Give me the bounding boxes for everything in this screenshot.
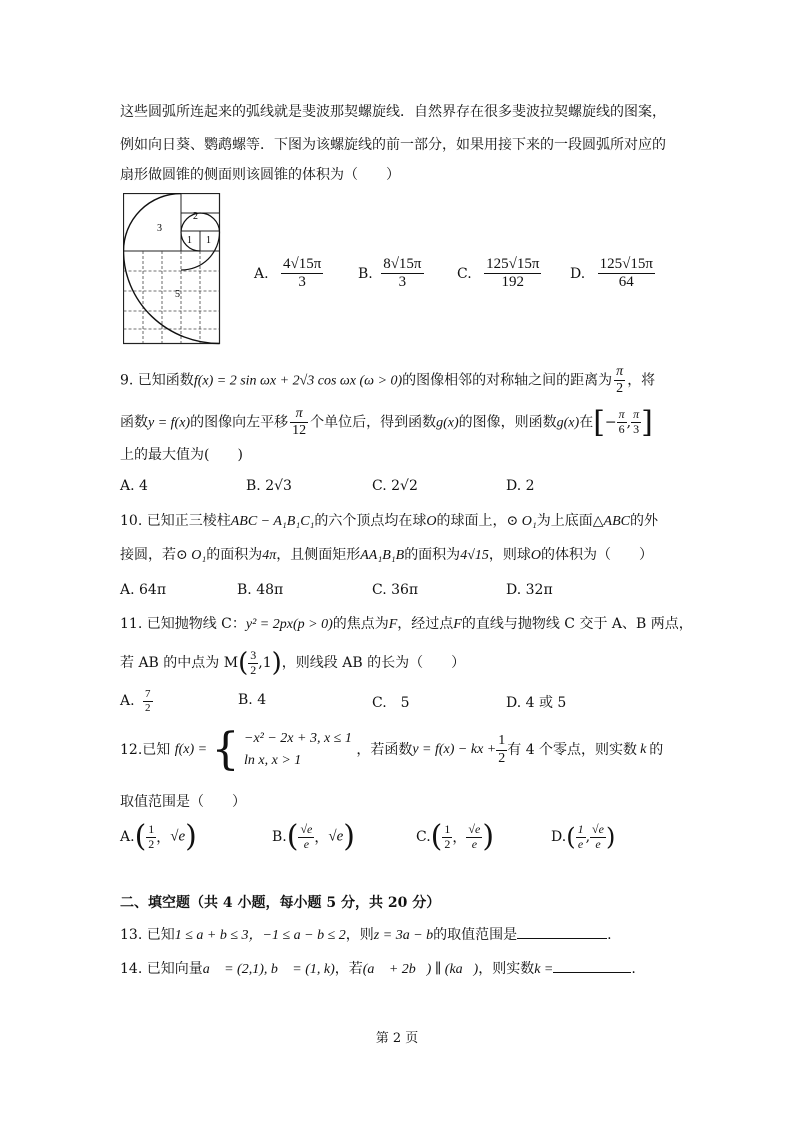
q11-text: 的焦点为 <box>332 616 389 632</box>
q9-option-b[interactable]: B. 2√3 <box>246 478 292 494</box>
q13-line <box>120 925 612 946</box>
figure-label-1b: 1 <box>206 235 211 246</box>
q10-math: O <box>426 514 437 529</box>
piecewise-cases <box>244 728 352 772</box>
frac-den: e <box>577 836 584 851</box>
q10-line-2 <box>120 545 653 566</box>
option-numerator: 8√15π <box>381 256 423 274</box>
q8-option-a[interactable] <box>254 256 323 292</box>
q9-line-3: 上的最大值为( ) <box>120 447 243 463</box>
section-heading-fill-in: 二、填空题（共 4 小题，每小题 5 分，共 20 分） <box>120 895 441 911</box>
frac-den: e <box>595 836 601 851</box>
q11-text: ，经过点 <box>397 616 454 632</box>
q10-option-c[interactable]: C. 36π <box>372 582 419 598</box>
frac-num: 1 <box>444 821 451 836</box>
q10-math: 4π <box>262 548 277 563</box>
minus-sign: − <box>604 414 617 431</box>
option-value: √e <box>170 828 186 845</box>
q10-text: 10. 已知正三棱柱 <box>120 513 231 529</box>
figure-label-1a: 1 <box>187 235 192 246</box>
left-paren: ( <box>286 819 299 854</box>
option-label: D. <box>570 265 586 282</box>
q14-text: 14. 已知向量 <box>120 961 203 977</box>
q12-option-a[interactable] <box>120 819 197 854</box>
q10-text: 的体积为（ ） <box>541 547 653 563</box>
option-label: A. <box>254 265 269 282</box>
q13-text: 13. 已知 <box>120 927 175 943</box>
comma: , <box>585 829 591 845</box>
frac-den: 3 <box>633 422 640 437</box>
q11-option-a[interactable] <box>120 688 153 714</box>
case-1: −x² − 2x + 3, x ≤ 1 <box>244 731 352 746</box>
comma: ， <box>156 830 171 846</box>
q11-math: F <box>453 617 462 632</box>
q10-text: ，且侧面矩形 <box>276 547 361 563</box>
left-paren: ( <box>566 823 576 851</box>
option-label: C. <box>457 265 472 282</box>
option-denominator: 64 <box>618 274 634 291</box>
frac-num: 3 <box>250 647 257 662</box>
frac-num: π <box>290 406 308 423</box>
q11-option-b[interactable]: B. 4 <box>238 692 267 708</box>
q12-line-1 <box>120 724 664 775</box>
q10-text: ，则球 <box>488 547 531 563</box>
q9-option-a[interactable]: A. 4 <box>120 478 148 494</box>
q8-line-2: 例如向日葵、鹦鹉螺等．下图为该螺旋线的前一部分，如果用接下来的一段圆弧所对应的 <box>120 137 666 153</box>
frac-num: 1 <box>496 733 507 750</box>
q11-text: 若 AB 的中点为 M <box>120 655 239 671</box>
q11-text: 的直线与抛物线 C 交于 A、B 两点， <box>461 616 693 632</box>
figure-label-3: 3 <box>157 223 162 234</box>
q12-text: ，若函数 <box>356 742 413 758</box>
q12-option-d[interactable] <box>551 822 615 852</box>
option-label: B. <box>358 265 373 282</box>
q9-text: 的图像向左平移 <box>190 414 289 431</box>
q10-option-d[interactable]: D. 32π <box>506 582 553 598</box>
frac-den: e <box>303 836 310 851</box>
option-label: C. <box>416 829 431 845</box>
q14-math: a⃗ = (2,1), b⃗ = (1, k) <box>202 962 335 977</box>
q9-text: 在 <box>579 414 594 431</box>
option-denominator: 3 <box>298 274 306 291</box>
q10-math: ⊙ O₁ <box>176 548 207 563</box>
page-number: 第 2 页 <box>375 1031 419 1046</box>
frac-num: 7 <box>145 688 151 700</box>
q11-text: ，则线段 AB 的长为（ ） <box>281 655 466 671</box>
frac-num: 1 <box>148 821 155 836</box>
q13-text: ，则 <box>345 927 374 943</box>
q14-line <box>120 959 636 980</box>
right-paren: ) <box>185 819 197 854</box>
frac-den: e <box>471 836 478 851</box>
q10-text: 的面积为 <box>206 547 263 563</box>
q12-text: 的 <box>649 742 664 758</box>
q13-math: 1 ≤ a + b ≤ 3，−1 ≤ a − b ≤ 2 <box>174 928 346 943</box>
q10-math: ABC − A₁B₁C₁ <box>230 514 315 529</box>
q14-answer-blank[interactable] <box>553 972 631 973</box>
q9-text: 的图像，则函数 <box>458 414 557 431</box>
q10-option-b[interactable]: B. 48π <box>237 582 284 598</box>
fibonacci-spiral-figure <box>123 193 223 345</box>
right-paren: ) <box>605 823 616 851</box>
comma: ， <box>314 830 329 846</box>
q12-text: 有 4 个零点，则实数 <box>507 742 638 758</box>
q14-text: ，若 <box>334 961 363 977</box>
q9-math: g(x) <box>436 415 459 431</box>
q11-math: 1 <box>262 655 272 671</box>
left-bracket: [ <box>593 404 605 440</box>
q12-line-2: 取值范围是（ ） <box>120 794 246 810</box>
q11-line-2 <box>120 648 465 678</box>
left-paren: ( <box>238 648 249 678</box>
frac-den: 2 <box>250 662 257 677</box>
q14-math: k = <box>534 962 554 977</box>
q9-text: 9. 已知函数 <box>120 372 194 389</box>
q14-math: (a⃗ + 2b⃗) ∥ (ka⃗) <box>362 962 479 977</box>
q9-math: g(x) <box>556 415 580 431</box>
left-paren: ( <box>430 819 443 854</box>
q11-math: y² = 2px(p > 0) <box>245 617 333 632</box>
q10-math: ABC <box>603 514 630 529</box>
frac-num: π <box>614 364 625 381</box>
figure-label-2: 2 <box>193 211 198 222</box>
q10-math: AA₁B₁B <box>360 548 405 563</box>
right-paren: ) <box>271 648 282 678</box>
q14-text: ，则实数 <box>478 961 535 977</box>
q14-text: . <box>631 961 636 977</box>
left-brace: { <box>211 724 240 775</box>
q9-option-d[interactable]: D. 2 <box>506 478 535 494</box>
case-2: ln x, x > 1 <box>244 753 302 768</box>
q12-text: 12.已知 <box>120 742 171 758</box>
frac-num: √e <box>592 821 604 836</box>
q9-text: 的图像相邻的对称轴之间的距离为 <box>402 372 613 389</box>
frac-den: 2 <box>498 750 506 766</box>
q10-math: 4√15 <box>460 548 489 563</box>
q10-text: 的球面上， <box>436 513 507 529</box>
q10-text: 为上底面△ <box>536 513 604 529</box>
figure-label-5: 5 <box>175 289 180 300</box>
q12-option-b[interactable] <box>272 819 355 854</box>
comma: ， <box>452 830 467 846</box>
option-numerator: 4√15π <box>281 256 323 274</box>
q9-text: 个单位后，得到函数 <box>310 414 437 431</box>
q8-option-c[interactable] <box>457 256 541 292</box>
q10-math: ⊙ O₁ <box>506 514 537 529</box>
frac-den: 2 <box>148 836 155 851</box>
q10-text: 的外 <box>629 513 658 529</box>
option-value: √e <box>328 828 344 845</box>
frac-num: 1 <box>577 821 584 836</box>
q12-math: f(x) = <box>174 742 208 757</box>
q9-line-2 <box>120 406 653 439</box>
q9-line-1 <box>120 364 655 397</box>
frac-num: π <box>618 407 625 422</box>
q11-line-1 <box>120 614 693 635</box>
q12-math: k <box>640 742 647 757</box>
q10-option-a[interactable]: A. 64π <box>120 582 167 598</box>
q13-text: . <box>607 927 612 943</box>
frac-den: 12 <box>292 423 307 439</box>
q10-math: O <box>530 548 541 563</box>
q10-text: 接圆，若 <box>120 547 176 563</box>
q10-line-1 <box>120 511 658 532</box>
frac-den: 6 <box>618 422 625 437</box>
q13-math: z = 3a − b <box>373 928 434 943</box>
option-label: B. <box>272 829 287 845</box>
q8-line-3: 扇形做圆锥的侧面则该圆锥的体积为（ ） <box>120 167 400 183</box>
frac-den: 2 <box>444 836 451 851</box>
q11-option-c[interactable]: C. 5 <box>372 695 410 711</box>
frac-den: 2 <box>616 381 624 397</box>
q9-math: f(x) = 2 sin ωx + 2√3 cos ωx (ω > 0) <box>193 373 403 389</box>
q11-math: F <box>388 617 398 632</box>
q8-line-1: 这些圆弧所连起来的弧线就是斐波那契螺旋线．自然界存在很多斐波拉契螺旋线的图案， <box>120 104 666 120</box>
frac-num: √e <box>300 821 313 836</box>
q13-answer-blank[interactable] <box>517 938 607 939</box>
q12-math: y = f(x) − kx + <box>412 742 497 757</box>
frac-num: √e <box>468 821 481 836</box>
right-paren: ) <box>343 819 355 854</box>
option-denominator: 192 <box>501 274 525 291</box>
q13-text: 的取值范围是 <box>433 927 518 943</box>
right-paren: ) <box>482 819 495 854</box>
option-numerator: 125√15π <box>598 256 655 274</box>
comma: , <box>258 655 263 671</box>
q9-text: ，将 <box>627 372 656 389</box>
q8-option-d[interactable] <box>570 256 655 292</box>
option-label: A. <box>120 693 135 710</box>
option-numerator: 125√15π <box>484 256 541 274</box>
frac-num: π <box>633 407 640 422</box>
q8-option-b[interactable] <box>358 256 424 292</box>
q11-option-d[interactable]: D. 4 或 5 <box>506 695 567 711</box>
q10-text: 的面积为 <box>404 547 461 563</box>
q10-text: 的六个顶点均在球 <box>314 513 427 529</box>
option-denominator: 3 <box>398 274 407 291</box>
left-paren: ( <box>134 819 147 854</box>
comma: , <box>626 414 632 431</box>
q12-option-c[interactable] <box>416 819 495 854</box>
frac-den: 2 <box>145 701 151 714</box>
q11-text: 11. 已知抛物线 C： <box>120 616 246 632</box>
option-label: D. <box>551 829 567 845</box>
q9-text: 函数 <box>120 414 148 431</box>
option-label: A. <box>120 829 135 845</box>
right-bracket: ] <box>641 404 653 440</box>
q9-math: y = f(x) <box>148 415 191 431</box>
q9-option-c[interactable]: C. 2√2 <box>372 478 418 494</box>
